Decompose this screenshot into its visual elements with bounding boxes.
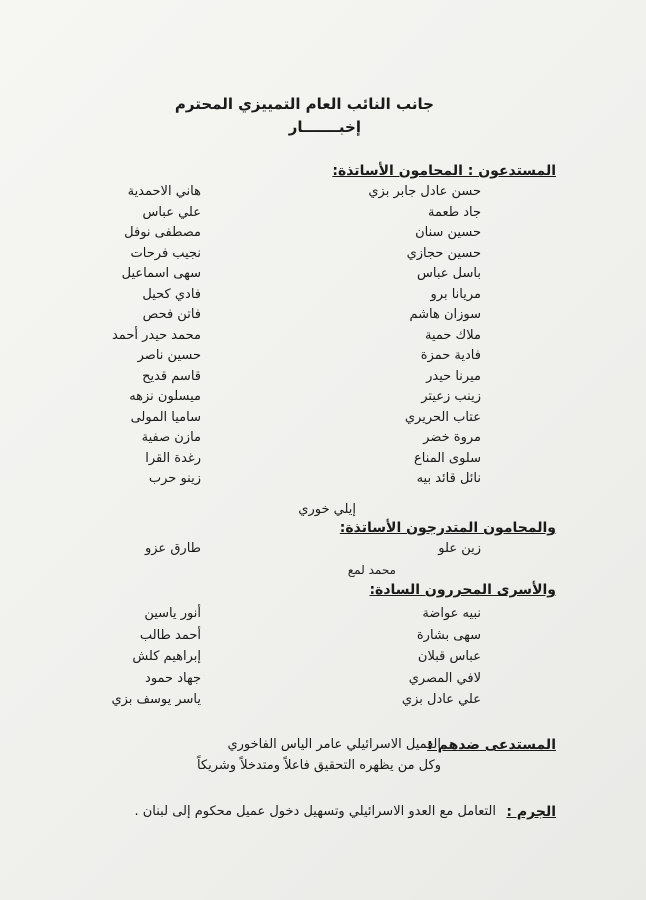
prisoners-heading: والأسرى المحررون السادة: <box>369 582 556 598</box>
document-subtitle: إخبـــــــار <box>288 118 361 136</box>
list-item: حسين سنان <box>415 225 481 240</box>
list-item: أنور ياسين <box>144 606 201 621</box>
list-item: ياسر يوسف بزي <box>111 692 201 707</box>
list-item: سهى بشارة <box>416 627 481 643</box>
list-item: إيلي خوري <box>298 502 356 517</box>
list-item: زينب زعيتر <box>421 389 481 404</box>
list-item: جهاد حمود <box>145 670 201 686</box>
list-item: نائل قائد بيه <box>416 471 481 486</box>
defendant-line-2: وكل من يظهره التحقيق فاعلاً ومتدخلاً وشريكاً <box>196 758 441 773</box>
list-item: مصطفى نوفل <box>124 225 201 240</box>
list-item: أحمد طالب <box>139 627 201 643</box>
list-item: إبراهيم كلش <box>132 649 201 664</box>
list-item: قاسم قديح <box>142 368 201 384</box>
plaintiffs-heading: المستدعون : المحامون الأساتذة: <box>332 163 556 179</box>
lawyers-left-column <box>11 182 201 490</box>
list-item: جاد طعمة <box>427 204 481 220</box>
defendant-label: المستدعى ضدهم : <box>427 737 556 753</box>
list-item: ملاك حمية <box>424 327 481 343</box>
list-item: محمد لمع <box>347 563 396 577</box>
list-item: ميرنا حيدر <box>426 368 481 384</box>
list-item: محمد حيدر أحمد <box>111 327 201 343</box>
list-item: مازن صفية <box>141 430 201 445</box>
list-item: علي عباس <box>142 204 201 220</box>
list-item: زينو حرب <box>148 471 201 486</box>
list-item: زين علو <box>438 541 481 556</box>
document-title: جانب النائب العام التمييزي المحترم <box>174 95 434 113</box>
crime-text: التعامل مع العدو الاسرائيلي وتسهيل دخول عميل محكوم إلى لبنان . <box>134 804 496 819</box>
list-item: باسل عباس <box>417 266 481 281</box>
prisoners-right-column <box>311 603 481 711</box>
list-item: عتاب الحريري <box>404 409 481 425</box>
list-item: فادية حمزة <box>420 348 481 363</box>
list-item: لافي المصري <box>408 670 481 686</box>
list-item: طارق عزو <box>144 541 201 556</box>
list-item: حسين ناصر <box>137 348 201 363</box>
list-item: ميسلون نزهه <box>129 389 201 404</box>
list-item: نبيه عواضة <box>422 606 481 621</box>
lawyers-right-column <box>311 182 481 490</box>
list-item: سلوى المناع <box>414 450 481 466</box>
list-item: مريانا برو <box>430 286 481 302</box>
list-item: نجيب فرحات <box>130 245 201 261</box>
prisoners-left-column <box>11 603 201 711</box>
list-item: ساميا المولى <box>130 409 201 425</box>
list-item: سهى اسماعيل <box>121 266 201 281</box>
list-item: فاتن فحص <box>142 307 201 322</box>
list-item: حسن عادل جابر بزي <box>368 184 481 199</box>
defendant-line-1: العميل الاسرائيلي عامر الياس الفاخوري <box>227 737 441 752</box>
list-item: مروة خضر <box>423 430 481 445</box>
list-item: علي عادل بزي <box>401 692 481 707</box>
list-item: عباس قبلان <box>417 649 481 664</box>
trainees-heading: والمحامون المتدرجون الأساتذة: <box>339 520 556 536</box>
list-item: فادي كحيل <box>142 286 201 302</box>
crime-label: الجرم : <box>506 804 556 820</box>
list-item: رغدة القرا <box>145 450 201 466</box>
list-item: هاني الاحمدية <box>127 184 201 199</box>
list-item: حسين حجازي <box>406 245 481 261</box>
list-item: سوزان هاشم <box>409 307 481 322</box>
